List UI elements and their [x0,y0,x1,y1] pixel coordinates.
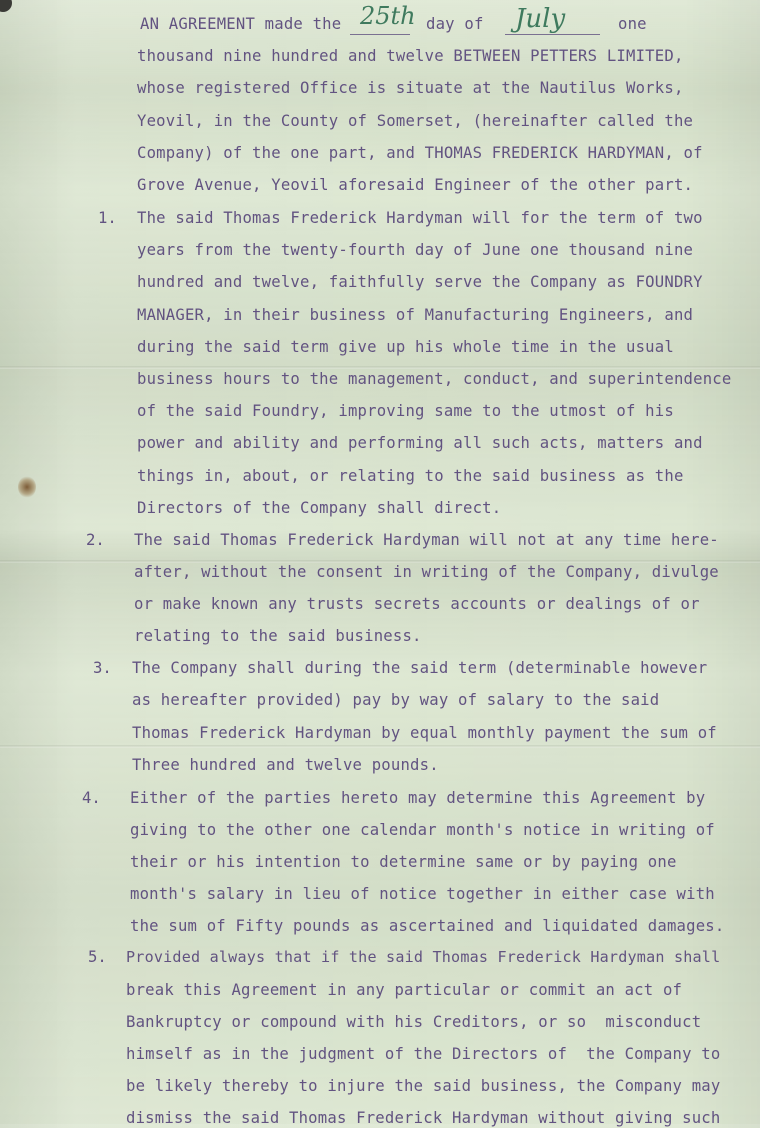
clause-line: of the said Foundry, improving same to the utmost of his [137,402,674,420]
clause-line: himself as in the judgment of the Directors of the Company to [126,1045,721,1063]
handwritten-day: 25th [360,2,416,30]
clause-line: business hours to the management, conduct, and superintendence [137,370,732,388]
clause-line: hundred and twelve, faithfully serve the Company as FOUNDRY [137,273,703,291]
clause-number: 3. [93,659,112,677]
clause-line: after, without the consent in writing of the Company, divulge [134,563,719,581]
clause-line: Thomas Frederick Hardyman by equal monthly payment the sum of [132,724,717,742]
clause-line: power and ability and performing all such acts, matters and [137,434,703,452]
preamble-line: AN AGREEMENT made the [140,15,342,33]
punch-hole [0,0,12,12]
rust-stain [18,476,36,498]
clause-line: The Company shall during the said term (determinable however [132,659,708,677]
clause-line: or make known any trusts secrets accounts or dealings of or [134,595,700,613]
clause-line: Either of the parties hereto may determine this Agreement by [130,789,706,807]
handwritten-month: July [515,4,566,34]
preamble-day-of: day of [426,15,484,33]
clause-number: 5. [88,948,107,966]
clause-line: giving to the other one calendar month's notice in writing of [130,821,715,839]
clause-line: The said Thomas Frederick Hardyman will for the term of two [137,209,703,227]
clause-line: MANAGER, in their business of Manufacturing Engineers, and [137,306,694,324]
preamble-line: thousand nine hundred and twelve BETWEEN PETTERS LIMITED, [137,47,684,65]
preamble-line: whose registered Office is situate at the Nautilus Works, [137,79,684,97]
clause-line: relating to the said business. [134,627,422,645]
clause-line: the sum of Fifty pounds as ascertained and liquidated damages. [130,917,725,935]
blank-underline [350,34,410,35]
clause-line: month's salary in lieu of notice together in either case with [130,885,715,903]
clause-line: Three hundred and twelve pounds. [132,756,439,774]
clause-line: during the said term give up his whole time in the usual [137,338,674,356]
clause-line: dismiss the said Thomas Frederick Hardyman without giving such [126,1109,721,1127]
blank-underline [505,34,600,35]
clause-line: be likely thereby to injure the said business, the Company may [126,1077,721,1095]
clause-number: 4. [82,789,101,807]
clause-line: as hereafter provided) pay by way of salary to the said [132,691,660,709]
preamble-line: Yeovil, in the County of Somerset, (hereinafter called the [137,112,694,130]
clause-line: The said Thomas Frederick Hardyman will not at any time here- [134,531,719,549]
preamble-line: Company) of the one part, and THOMAS FREDERICK HARDYMAN, of [137,144,703,162]
clause-line: years from the twenty-fourth day of June one thousand nine [137,241,694,259]
clause-number: 2. [86,531,105,549]
clause-number: 1. [98,209,117,227]
paper-fold [0,745,760,748]
preamble-line: Grove Avenue, Yeovil aforesaid Engineer of the other part. [137,176,694,194]
preamble-one: one [618,15,647,33]
clause-line: things in, about, or relating to the said business as the [137,467,684,485]
clause-line: Bankruptcy or compound with his Creditors, or so misconduct [126,1013,702,1031]
clause-line: their or his intention to determine same or by paying one [130,853,677,871]
clause-line: break this Agreement in any particular or commit an act of [126,981,683,999]
clause-line: Provided always that if the said Thomas Frederick Hardyman shall [126,948,721,966]
clause-line: Directors of the Company shall direct. [137,499,502,517]
